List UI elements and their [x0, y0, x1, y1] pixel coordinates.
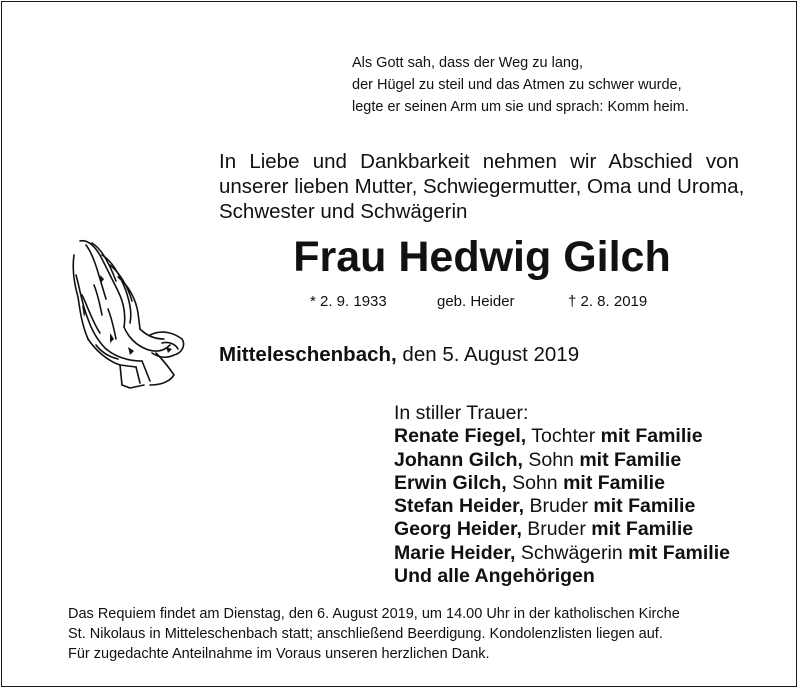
poem-line: legte er seinen Arm um sie und sprach: Komm heim.	[352, 99, 689, 115]
date: den 5. August 2019	[402, 343, 580, 366]
poem-line: Als Gott sah, dass der Weg zu lang,	[352, 55, 584, 71]
mourner-suffix: mit Familie	[600, 425, 703, 448]
poem	[352, 52, 689, 118]
place-date	[219, 342, 579, 368]
intro-line: Schwester und Schwägerin	[219, 200, 468, 223]
mourner-entry	[394, 495, 730, 518]
mourner-suffix: mit Familie	[579, 448, 682, 471]
mourner-entry	[394, 449, 730, 472]
mourner-name: Georg Heider,	[394, 518, 522, 541]
mourner-entry	[394, 542, 730, 565]
obituary-notice	[1, 1, 797, 687]
mourner-suffix: mit Familie	[593, 495, 696, 518]
mourner-suffix: mit Familie	[628, 541, 730, 564]
mourner-entry	[394, 518, 730, 541]
praying-hands-icon	[66, 235, 194, 390]
birth-date: * 2. 9. 1933	[310, 293, 387, 310]
mourner-relation: Sohn	[528, 448, 574, 471]
requiem-notice	[68, 604, 680, 664]
mourner-name: Marie Heider,	[394, 541, 516, 564]
mourner-suffix: mit Familie	[563, 471, 665, 494]
mourner-relation: Bruder	[527, 518, 586, 541]
mourners-list	[394, 402, 730, 588]
intro-line: In Liebe und Dankbarkeit nehmen wir Abschied von	[219, 150, 739, 173]
requiem-line: St. Nikolaus in Mitteleschenbach statt; anschließend Beerdigung. Kondolenzlisten liegen auf.	[68, 626, 663, 642]
place: Mitteleschenbach,	[219, 343, 397, 366]
mourner-relation: Schwägerin	[520, 541, 623, 564]
mourner-name: Erwin Gilch,	[394, 471, 507, 494]
death-date: † 2. 8. 2019	[568, 293, 648, 310]
maiden-name: geb. Heider	[437, 293, 515, 310]
requiem-line: Das Requiem findet am Dienstag, den 6. August 2019, um 14.00 Uhr in der katholischen Kirche	[68, 606, 680, 622]
mourners-heading: In stiller Trauer:	[394, 402, 529, 424]
mourner-entry	[394, 425, 730, 448]
mourners-closing	[394, 565, 730, 588]
mourner-relation: Sohn	[512, 471, 558, 494]
poem-line: der Hügel zu steil und das Atmen zu schwer wurde,	[352, 77, 682, 93]
mourner-relation: Tochter	[531, 425, 596, 448]
mourner-suffix: mit Familie	[591, 518, 694, 541]
intro-line: unserer lieben Mutter, Schwiegermutter, Oma und Uroma,	[219, 175, 745, 198]
mourner-name: Renate Fiegel,	[394, 425, 527, 448]
mourner-name: Johann Gilch,	[394, 448, 523, 471]
deceased-name: Frau Hedwig Gilch	[293, 233, 671, 281]
mourner-entry	[394, 472, 730, 495]
requiem-line: Für zugedachte Anteilnahme im Voraus unseren herzlichen Dank.	[68, 646, 490, 662]
mourners-closing-text: Und alle Angehörigen	[394, 565, 595, 588]
mourner-relation: Bruder	[529, 495, 588, 518]
mourner-name: Stefan Heider,	[394, 495, 525, 518]
intro-text	[219, 149, 745, 224]
